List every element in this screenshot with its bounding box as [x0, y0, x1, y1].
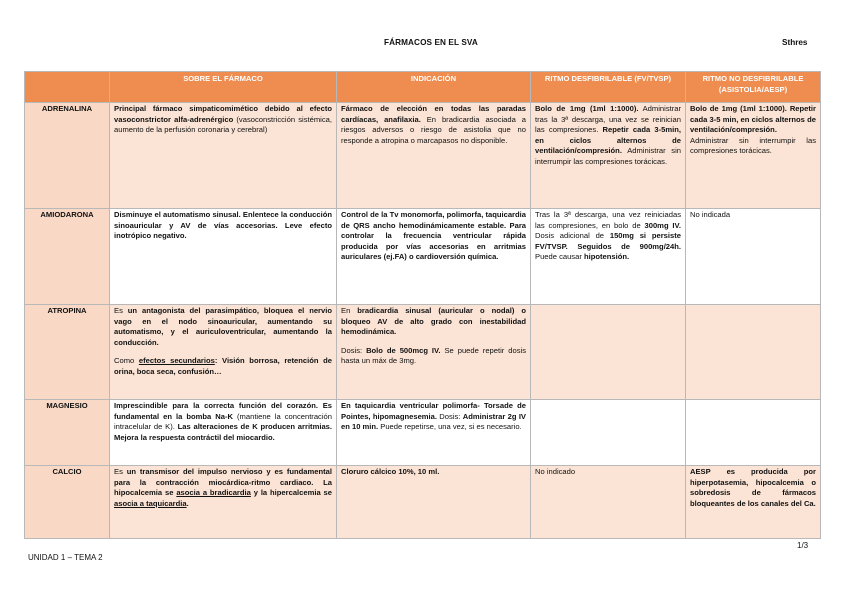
footer-unit: UNIDAD 1 – TEMA 2	[28, 553, 103, 562]
text: En	[341, 306, 358, 315]
text: Es	[114, 306, 128, 315]
table-row-atropina	[25, 305, 821, 400]
underlined-term: efectos secundarios	[138, 356, 215, 366]
cell-no-desfibrilable: No indicada	[686, 209, 821, 305]
header-indicacion: INDICACIÓN	[337, 72, 531, 103]
text-bold: Disminuye el automatismo sinusal. Enlentece la conducción sinoauricular y AV de vías accesorias. Leve efecto inotrópico negativo.	[114, 210, 332, 241]
header-drug	[25, 72, 110, 103]
cell-no-desfibrilable: AESP es producida por hiperpotasemia, hipocalcemia o sobredosis de fármacos bloqueantes de los canales del Ca.	[686, 466, 821, 539]
cell-sobre	[110, 466, 337, 539]
cell-sobre	[110, 103, 337, 209]
table-row-amiodarona	[25, 209, 821, 305]
text-bold: Repetir cada 3-5min, en ciclos alternos de ventilación/compresión.	[535, 125, 682, 156]
cell-sobre	[110, 209, 337, 305]
page-number: 1/3	[797, 541, 809, 550]
text: Dosis:	[437, 411, 463, 421]
table-row-magnesio	[25, 400, 821, 466]
cell-no-desfibrilable	[686, 103, 821, 209]
text-bold: hipotensión.	[583, 252, 630, 262]
text-bold: Principal fármaco simpaticomimético debido al efecto vasoconstrictor alfa-adrenérgico	[114, 104, 332, 124]
text: (mantiene la concentración intracelular de K).	[114, 411, 332, 432]
table-row-calcio	[25, 466, 821, 539]
text: Puede causar	[535, 252, 584, 262]
drug-name: MAGNESIO	[25, 400, 110, 466]
text-bold: : Visión borrosa, retención de orina, boca seca, confusión…	[114, 356, 332, 376]
cell-desfibrilable	[531, 400, 686, 466]
text: Tras la 3ª descarga, una vez reiniciadas las compresiones, en bolo de	[535, 210, 681, 230]
text: Dosis:	[341, 345, 367, 355]
cell-desfibrilable	[531, 305, 686, 400]
author-name: Sthres	[782, 38, 808, 47]
drug-name: AMIODARONA	[25, 209, 110, 305]
drug-name: ADRENALINA	[25, 103, 110, 209]
drug-name: CALCIO	[25, 466, 110, 539]
text-bold: Fármaco de elección en todas las paradas cardíacas, anafilaxia.	[341, 104, 526, 124]
text-bold: 150mg si persiste FV/TVSP. Seguidos de 900mg/24h.	[535, 231, 681, 251]
cell-indicacion	[337, 305, 531, 400]
text: Administrar sin interrumpir las compresiones torácicas.	[690, 135, 816, 156]
page-header	[0, 38, 848, 52]
table-header-row	[25, 72, 821, 103]
underlined-term: asocia a bradicardia	[176, 488, 251, 498]
text-bold: bradicardia sinusal (auricular o nodal) o bloqueo AV de alto grado con inestabilidad hemodinámica.	[341, 306, 526, 337]
text-bold: un antagonista del parasimpático, bloquea el nervio vago en el nodo sinoauricular, aumentando su automatismo, y el auriculoventricular, aumentando la conducción.	[114, 306, 332, 347]
text-bold: En taquicardia ventricular polimorfa- Torsade de Pointes, hipomagnesemia.	[341, 401, 526, 421]
cell-desfibrilable	[531, 209, 686, 305]
cell-indicacion	[337, 103, 531, 209]
drug-name: ATROPINA	[25, 305, 110, 400]
cell-indicacion	[337, 209, 531, 305]
header-sobre-farmaco: SOBRE EL FÁRMACO	[110, 72, 337, 103]
text: (vasoconstricción sistémica, aumento de la perfusión coronaria y cerebral)	[114, 114, 332, 135]
text-bold: Administrar 2g IV en 10 min.	[341, 411, 526, 432]
text-bold: y la hipercalcemia se	[250, 488, 332, 498]
cell-no-desfibrilable	[686, 400, 821, 466]
header-ritmo-no-desfibrilable: RITMO NO DESFIBRILABLE (ASISTOLIA/AESP)	[686, 72, 821, 103]
text: Se puede repetir dosis hasta un máx de 3mg.	[341, 345, 526, 366]
cell-no-desfibrilable	[686, 305, 821, 400]
text-bold: 300mg IV.	[644, 220, 681, 230]
text-bold: Control de la Tv monomorfa, polimorfa, taquicardia de QRS ancho hemodinámicamente estable. Para controlar la frecuencia ventricular rápida producida por vías accesorias en arritmias auriculares (ej.FA) o cardioversión química.	[341, 210, 526, 262]
text-bold: Cloruro cálcico 10%, 10 ml.	[341, 467, 440, 476]
text: Administrar sin interrumpir las compresiones torácicas.	[535, 146, 681, 166]
cell-sobre	[110, 305, 337, 400]
cell-desfibrilable	[531, 103, 686, 209]
text-bold: Bolo de 1mg (1ml 1:1000). Repetir cada 3-5 min, en ciclos alternos de ventilación/compresión.	[690, 104, 816, 135]
text-bold: .	[186, 498, 189, 508]
text: Como	[114, 356, 139, 366]
text: Dosis adicional de	[535, 231, 610, 241]
text: Es	[114, 467, 127, 476]
header-ritmo-desfibrilable: RITMO DESFIBRILABLE (FV/TVSP)	[531, 72, 686, 103]
cell-indicacion	[337, 400, 531, 466]
cell-sobre	[110, 400, 337, 466]
text-bold: un transmisor del impulso nervioso y es fundamental para la contracción miocárdica-ritmo cardiaco. La hipocalcemia se	[114, 467, 332, 498]
table-row-adrenalina	[25, 103, 821, 209]
text: Puede repetirse, una vez, si es necesario.	[378, 422, 522, 432]
text-bold: Las alteraciones de K producen arritmias. Mejora la respuesta contráctil del miocardio.	[114, 422, 332, 442]
text: En bradicardia asociada a riesgos adversos o riesgo de asistolia que no responde a atropina o marcapasos no disponible.	[341, 114, 526, 145]
text: Administrar tras la 3ª descarga, una vez se reinician las compresiones.	[535, 104, 682, 135]
drugs-table	[24, 71, 821, 539]
document-title: FÁRMACOS EN EL SVA	[384, 38, 478, 47]
cell-indicacion	[337, 466, 531, 539]
underlined-term: asocia a taquicardia	[114, 498, 187, 508]
text-bold: Bolo de 1mg (1ml 1:1000).	[535, 104, 639, 113]
cell-desfibrilable: No indicado	[531, 466, 686, 539]
text-bold: Bolo de 500mcg IV.	[366, 345, 441, 355]
text-bold: Imprescindible para la correcta función del corazón. Es fundamental en la bomba Na-K	[114, 401, 332, 421]
